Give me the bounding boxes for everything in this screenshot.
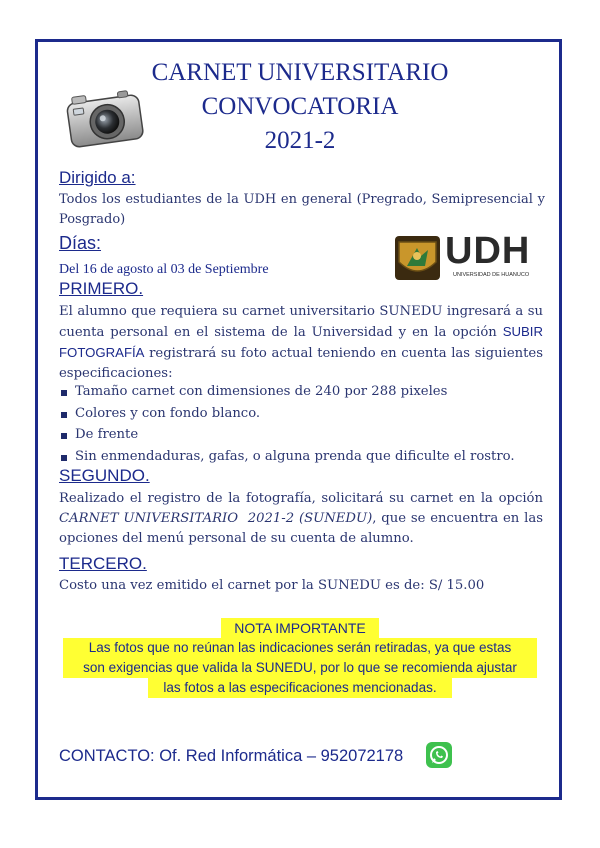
dias-heading: Días: <box>59 233 102 253</box>
primero-heading: PRIMERO. <box>59 279 144 298</box>
logo-brand: UDH <box>445 230 531 272</box>
primero-text-after: registrará su foto actual teniendo en cuenta las siguientes especificaciones: <box>59 346 543 381</box>
segundo-text-before: Realizado el registro de la fotografía, solicitará su carnet en la opción <box>59 491 543 506</box>
segundo-option: CARNET UNIVERSITARIO 2021-2 (SUNEDU) <box>59 511 373 526</box>
nota-line-1: Las fotos que no reúnan las indicaciones serán retiradas, ya que estas <box>63 638 537 658</box>
nota-line-2: son exigencias que valida la SUNEDU, por lo que se recomienda ajustar <box>63 658 537 678</box>
primero-highlight: SUBIR FOTOGRAFÍA <box>59 324 543 360</box>
nota-line-3: las fotos a las especificaciones mencionadas. <box>148 678 452 698</box>
whatsapp-icon[interactable] <box>426 742 452 768</box>
specifications-list <box>59 384 529 470</box>
list-item: Tamaño carnet con dimensiones de 240 por 288 pixeles <box>59 384 529 406</box>
title-line-3: 2021-2 <box>264 127 336 154</box>
logo-subtitle: UNIVERSIDAD DE HUANUCO <box>453 272 530 278</box>
segundo-text-after: , que se encuentra en las opciones del menú personal de su cuenta de alumno. <box>59 511 543 546</box>
segundo-text <box>59 489 543 549</box>
camera-icon <box>61 85 149 155</box>
list-item: Sin enmendaduras, gafas, o alguna prenda que dificulte el rostro. <box>59 449 529 471</box>
title-line-1: CARNET UNIVERSITARIO <box>151 59 449 86</box>
nota-title: NOTA IMPORTANTE <box>221 618 379 638</box>
udh-logo <box>395 230 547 280</box>
dirigido-text: Todos los estudiantes de la UDH en general (Pregrado, Semipresencial y Posgrado) <box>59 192 545 227</box>
primero-text-before: El alumno que requiera su carnet universitario SUNEDU ingresará a su cuenta personal en el sistema de la Universidad y en la opción <box>59 304 543 340</box>
tercero-text: Costo una vez emitido el carnet por la SUNEDU es de: S/ 15.00 <box>59 578 485 593</box>
list-item: Colores y con fondo blanco. <box>59 406 529 428</box>
segundo-heading: SEGUNDO. <box>59 466 150 485</box>
contact-text: CONTACTO: Of. Red Informática – 952072178 <box>59 747 404 765</box>
dias-text: Del 16 de agosto al 03 de Septiembre <box>59 262 269 277</box>
primero-text <box>59 302 543 384</box>
title-line-2: CONVOCATORIA <box>201 93 399 120</box>
tercero-heading: TERCERO. <box>59 554 147 573</box>
list-item: De frente <box>59 427 529 449</box>
dirigido-heading: Dirigido a: <box>59 168 136 187</box>
